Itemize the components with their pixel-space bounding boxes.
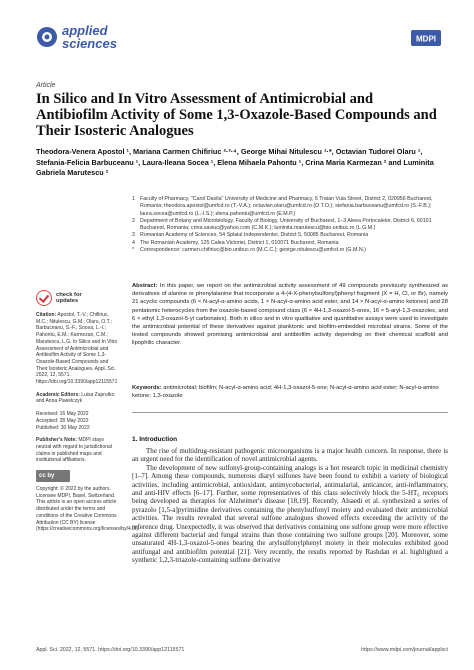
affiliation-text: Correspondence: carmen.chifiriuc@bio.unibuc.ro (M.C.C.); george.nitulescu@umfcd.ro (G.M.N.) [140, 247, 366, 254]
footer-citation: Appl. Sci. 2022, 12, 5571. https://doi.org/10.3390/app12115571 [36, 647, 185, 653]
journal-name-line2: sciences [62, 36, 117, 51]
intro-paragraph-2: The development of new sulfonyl-group-containing analogs is a hot research topic in medicinal chemistry [1–7]. Among these compounds, numerous diaryl sulfones have been found to exhibit a variety of biological activities, including antimicrobial, antioxidant, antimycobacterial, antimalarial, anticancer, anti-inflammatory, and anti-HIV effects [6–17]. Further, some representatives of this class selectively block the 5-HT₆ receptors being developed as therapies for Alzheimer's disease [18,19]. Recently, Alsaedi et al. synthesized a series of pyrazolo [1,5-a]pyrimidine derivatives containing the phenylsulfonyl moiety and evaluated their antimicrobial activities. The results revealed that several sulfone analogues showed effects exceeding the activity of the reference drug. Unexpectedly, it was observed that derivatives containing one sulfone group were more effective against different bacterial and fungal strains than those containing two sulfone groups [20]. Moreover, some unsaturated 4H-1,3-oxazol-5-ones bearing the arylsulfonylphenyl moiety in their molecules exhibited good antifungal and antibiofilm potential [21]. Very recently, the results reported by Rashdan et al. highlighted a synthetic 1,2,3-triazole-containing sulfone derivative [132, 463, 448, 565]
academic-editors [36, 392, 120, 405]
copyright: Copyright: © 2022 by the authors. Licensee MDPI, Basel, Switzerland. This article is an open access article distributed under the terms and conditions of the Creative Commons Attribution (CC BY) license (https://creativecommons.org/licenses/by/4.0/). [36, 486, 140, 533]
abstract [132, 282, 448, 348]
article-type: Article [36, 82, 56, 89]
cc-license-icon[interactable]: cc by [36, 470, 70, 482]
keywords-text: antimicrobial; biofilm; N-acyl-α-amino acid; 4H-1,3-oxazol-5-one; N-acyl-α-amino acid ester; N-acyl-α-amino ketone; 1,3-oxazole [132, 385, 439, 400]
journal-name [62, 24, 117, 50]
publisher-note [36, 437, 120, 464]
journal-name-line1: applied [62, 23, 108, 38]
publisher-name: MDPI [416, 34, 436, 44]
check-line2: updates [56, 298, 79, 304]
published-date: Published: 30 May 2022 [36, 424, 90, 431]
affiliation-text: Romanian Academy of Sciences, 54 Splaiul Independentei, District 5, 50085 Bucharest, Romania [140, 232, 369, 239]
citation-text: Apostol, T.-V.; Chifiriuc, M.C.; Nitulescu, G.M.; Olaru, O.T.; Barbuceanu, S.-F.; Socea, L.-I.; Pahontu, E.M.; Karmezan, C.M.; Marutescu, L.G. In Silico and In Vitro Assessment of Antimicrobial and Antibiofilm Activity of Some 1,3-Oxazole-Based Compounds and Their Isosteric Analogues. Appl. Sci. 2022, 12, 5571. https://doi.org/10.3390/app12115571 [36, 312, 118, 386]
affiliations [132, 196, 448, 254]
keywords-label: Keywords: [132, 385, 162, 391]
paper-title: In Silico and In Vitro Assessment of Antimicrobial and Antibiofilm Activity of Some 1,3-Oxazole-Based Compounds and Their Isosteric Analogues [36, 91, 437, 139]
intro-paragraph-1: The rise of multidrug-resistant pathogenic microorganisms is a major health concern. In response, there is an urgent need for the identification of novel antimicrobial agents. [132, 447, 448, 464]
affiliation-item [132, 232, 448, 239]
affiliation-text: The Romanian Academy, 125 Calea Victoriei, District 1, 010071 Bucharest, Romania [140, 239, 339, 246]
page-footer [36, 647, 448, 653]
affiliation-item [132, 240, 448, 247]
affiliation-number: 1 [132, 196, 135, 202]
author-list: Theodora-Venera Apostol ¹, Mariana Carmen Chifiriuc ²·³·⁴, George Mihai Nitulescu ¹·*, Octavian Tudorel Olaru ¹, Stefania-Felicia Barbuceanu ¹, Laura-Ileana Socea ¹, Elena Mihaela Pahontu ¹, Crina Maria Karmezan ² and Luminita Gabriela Marutescu ² [36, 147, 434, 177]
checkmark-icon [36, 290, 52, 306]
section-divider [132, 412, 448, 413]
check-for-updates-badge[interactable] [36, 290, 120, 306]
journal-header [36, 24, 441, 74]
affiliation-item [132, 247, 448, 254]
citation-label: Citation: [36, 312, 57, 318]
note-text: MDPI stays neutral with regard to jurisdictional claims in published maps and institutional affiliations. [36, 437, 112, 464]
accepted-date: Accepted: 28 May 2022 [36, 417, 89, 424]
affiliation-item [132, 218, 448, 233]
affiliation-text: Department of Botany and Microbiology, Faculty of Biology, University of Bucharest, 1–3 Aleea Portocalelor, District 6, 60101 Bucharest, Romania; crina.saviuc@yahoo.com (C.M.K.); luminita.marutescu@bio.unibuc.ro (L.G.M.) [140, 217, 432, 232]
affiliation-item [132, 196, 448, 218]
sidebar-metadata [36, 290, 140, 539]
citation [36, 312, 120, 386]
affiliation-number: 3 [132, 232, 135, 239]
affiliation-number: * [132, 247, 135, 254]
affiliation-number: 2 [132, 217, 135, 224]
journal-logo-icon [36, 26, 58, 48]
introduction-text [132, 447, 448, 565]
editor-label: Academic Editors: [36, 391, 80, 398]
keywords [132, 384, 448, 400]
dates [36, 411, 120, 431]
footer-journal-link[interactable]: https://www.mdpi.com/journal/applsci [361, 647, 448, 653]
check-line1: check for [56, 291, 82, 298]
editor-names: Luisa Zaprutko and Anna Pawelczyk [36, 391, 115, 405]
abstract-label: Abstract: [132, 283, 158, 289]
affiliation-number: 4 [132, 239, 135, 246]
abstract-text: In this paper, we report on the antimicrobial activity assessment of 49 compounds previously synthesized as derivatives of alanine or phenylalanine that incorporate a 4-(4-X-phenylsulfonyl)phenyl fragment (X = H, Cl, or Br), namely 21 acyclic compounds (6 × N-acyl-α-amino acids, 1 × N-acyl-α-amino acid ester, and 14 × N-acyl-α-amino ketones) and 28 pentatomic heterocycles from the oxazole-based compound class (6 × 4H-1,3-oxazol-5-ones, 16 × 5-aryl-1,3-oxazoles, and 6 × ethyl 1,3-oxazol-5-yl carbonates). Both in silico and in vitro qualitative and quantitative assays were used to investigate the antimicrobial potential of these derivatives against planktonic and biofilm-embedded microbial strains. Some of the tested compounds showed promising antimicrobial and antibiofilm activity depending on their chemical scaffold and lipophilic character. [132, 283, 448, 347]
note-label: Publisher's Note: [36, 437, 77, 444]
affiliation-text: Faculty of Pharmacy, "Carol Davila" University of Medicine and Pharmacy, 6 Traian Vuia Street, District 2, 020956 Bucharest, Romania; theodora.apostol@umfcd.ro (T.-V.A.); octavian.olaru@umfcd.ro (O.T.O.); stefania.barbuceanu@umfcd.ro (S.-F.B.); laura.socea@umfcd.ro (L.-I.S.); elena.pahontu@umfcd.ro (E.M.P.) [140, 196, 433, 217]
mdpi-logo-icon [411, 30, 441, 46]
received-date: Received: 16 May 2022 [36, 411, 89, 418]
section-heading: 1. Introduction [132, 436, 178, 443]
check-for-updates-label [56, 292, 82, 305]
